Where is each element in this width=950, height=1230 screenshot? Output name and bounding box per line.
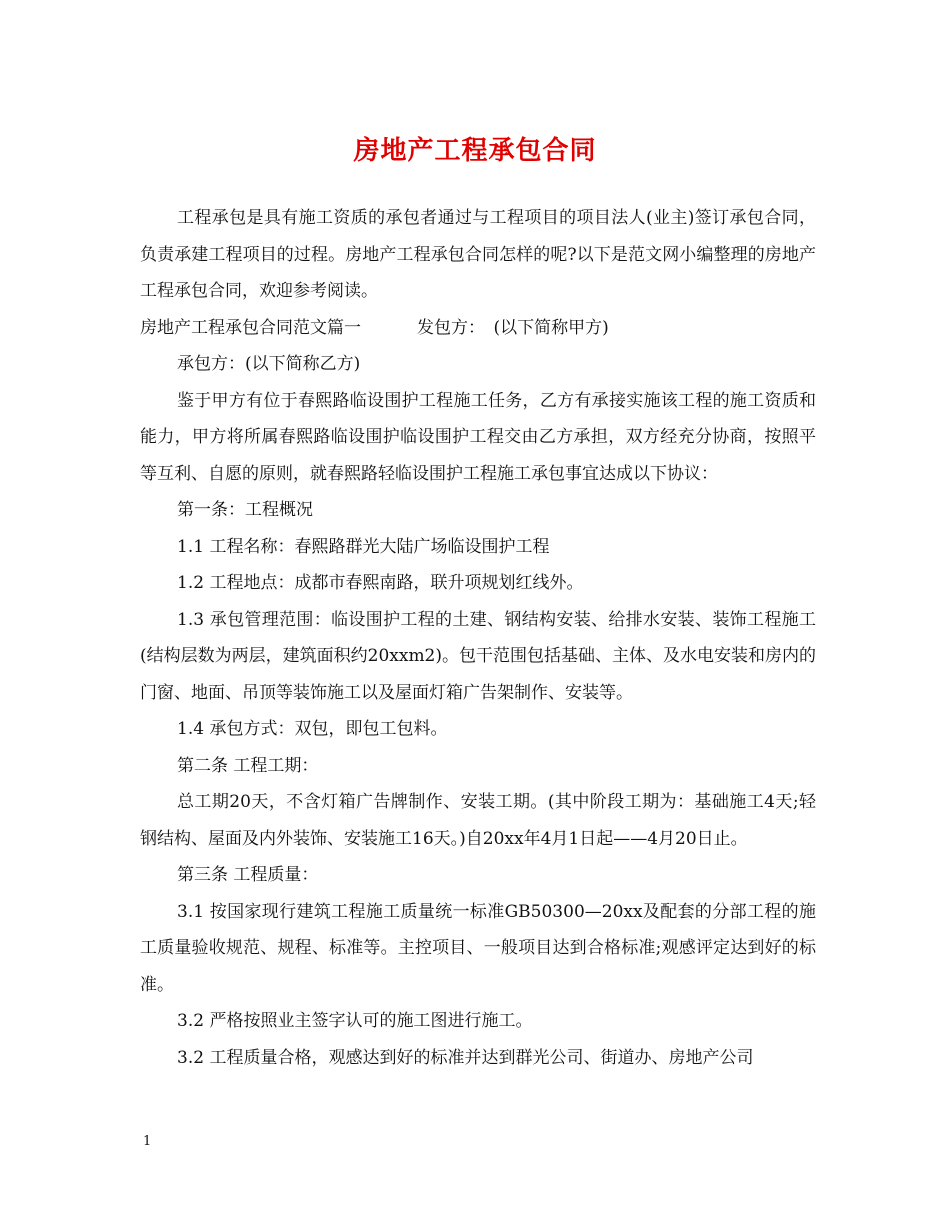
document-body <box>140 200 816 1076</box>
article-3-heading: 第三条 工程质量： <box>177 865 319 885</box>
intro-paragraph: 工程承包是具有施工资质的承包者通过与工程项目的项目法人(业主)签订承包合同，负责承建工程项目的过程。房地产工程承包合同怎样的呢?以下是范文网小编整理的房地产工程承包合同，欢迎参考阅读。 <box>140 208 816 301</box>
clause-1-4: 1.4 承包方式：双包，即包工包料。 <box>177 719 448 739</box>
contractor-line: 承包方：(以下简称乙方) <box>177 354 361 374</box>
document-title: 房地产工程承包合同 <box>353 136 597 166</box>
article-2-heading: 第二条 工程工期： <box>177 755 319 776</box>
section-heading: 房地产工程承包合同范文篇一 <box>140 317 361 338</box>
clause-3-1: 3.1 按国家现行建筑工程施工质量统一标准GB50300—20xx及配套的分部工程的施工质量验收规范、规程、标准等。主控项目、一般项目达到合格标准;观感评定达到好的标准。 <box>140 901 816 995</box>
clause-1-1: 1.1 工程名称：春熙路群光大陆广场临设围护工程 <box>177 536 550 557</box>
section-heading-line <box>140 310 816 347</box>
page-number: 1 <box>143 1134 152 1149</box>
employer-line: 发包方： (以下简称甲方) <box>417 317 609 338</box>
article-2-text: 总工期20天，不含灯箱广告牌制作、安装工期。(其中阶段工期为：基础施工4天;轻钢结构、屋面及内外装饰、安装施工16天。)自20xx年4月1日起——4月20日止。 <box>140 792 816 849</box>
clause-3-2b: 3.2 工程质量合格，观感达到好的标准并达到群光公司、街道办、房地产公司 <box>177 1047 754 1068</box>
clause-1-3: 1.3 承包管理范围：临设围护工程的土建、钢结构安装、给排水安装、装饰工程施工(结构层数为两层，建筑面积约20xxm2)。包干范围包括基础、主体、及水电安装和房内的门窗、地面、吊顶等装饰施工以及屋面灯箱广告架制作、安装等。 <box>140 609 817 703</box>
clause-1-2: 1.2 工程地点：成都市春熙南路，联升项规划红线外。 <box>177 573 584 593</box>
article-1-heading: 第一条：工程概况 <box>177 500 313 520</box>
clause-3-2a: 3.2 严格按照业主签字认可的施工图进行施工。 <box>177 1011 533 1031</box>
preamble-paragraph: 鉴于甲方有位于春熙路临设围护工程施工任务，乙方有承接实施该工程的施工资质和能力，甲方将所属春熙路临设围护临设围护工程交由乙方承担，双方经充分协商，按照平等互利、自愿的原则，就春熙路轻临设围护工程施工承包事宜达成以下协议： <box>140 390 816 484</box>
